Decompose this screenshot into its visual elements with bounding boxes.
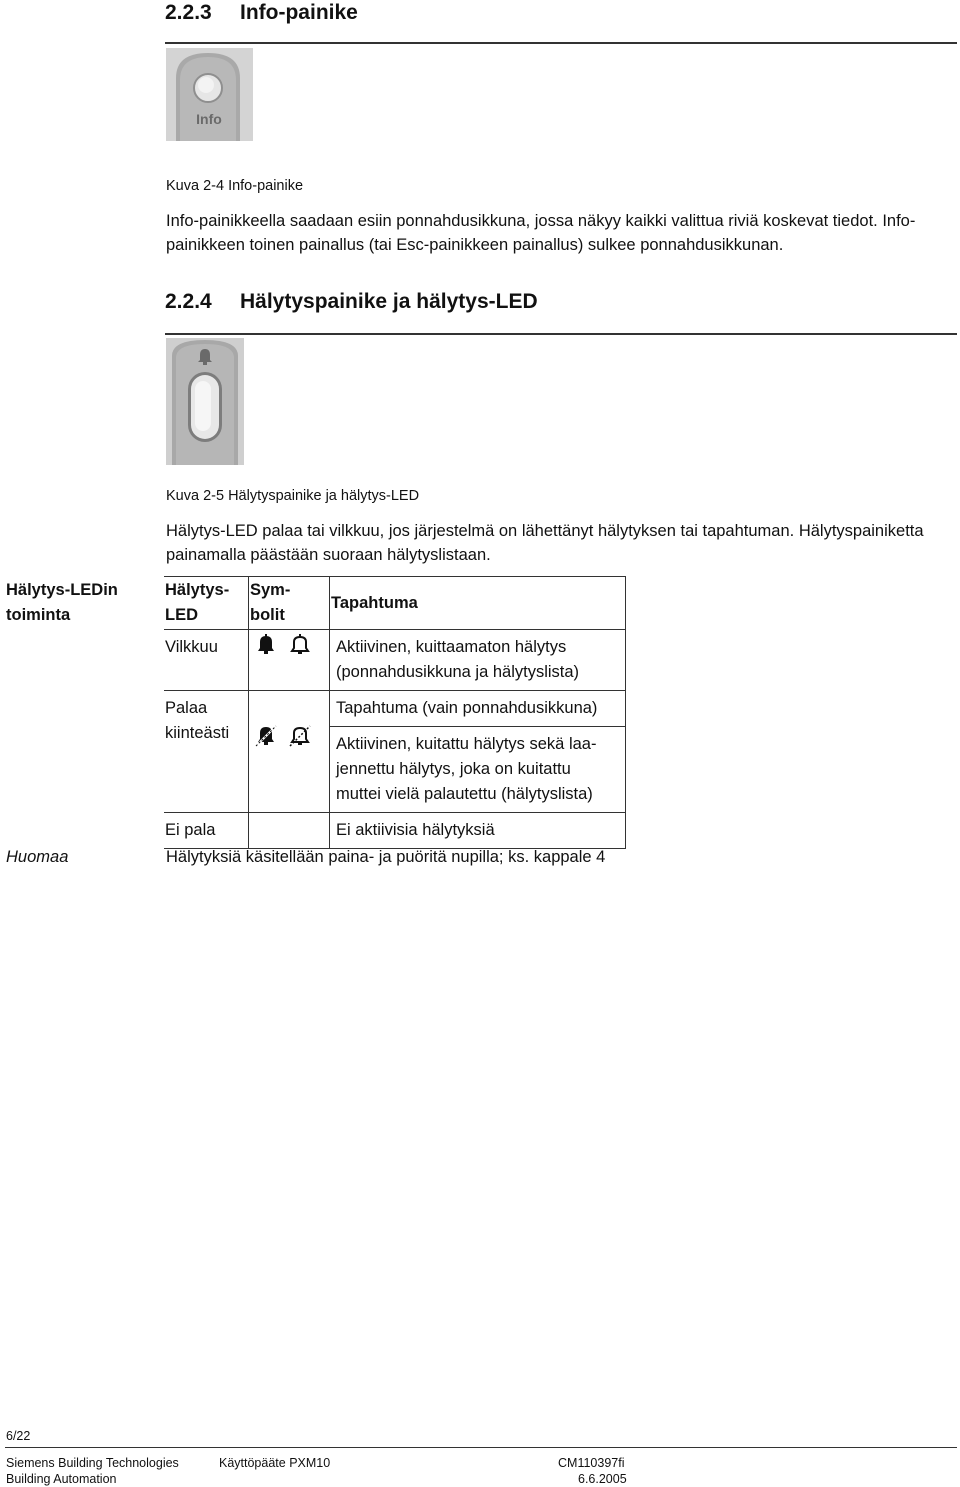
led-state-cell: Vilkkuu xyxy=(164,630,249,691)
event-text: (ponnahdusikkuna ja hälytyslista) xyxy=(336,663,580,681)
section-number: 2.2.3 xyxy=(165,1,212,24)
section-223-heading xyxy=(165,1,358,25)
paragraph-line: Hälytys-LED palaa tai vilkkuu, jos järjestelmä on lähettänyt hälytyksen tai tapahtuman. Hälytyspainiketta xyxy=(166,522,924,540)
heading-rule xyxy=(165,333,957,335)
alarm-button-image xyxy=(166,338,244,465)
table-header-row xyxy=(164,577,626,630)
event-text: jennettu hälytys, joka on kuitattu xyxy=(336,760,571,778)
header-text: LED xyxy=(165,606,198,624)
header-text: bolit xyxy=(250,606,285,624)
footer-date: 6.6.2005 xyxy=(578,1472,627,1486)
event-text: Aktiivinen, kuittaamaton hälytys xyxy=(336,638,567,656)
info-button-image xyxy=(166,48,253,141)
bell-outline-icon xyxy=(289,634,311,656)
footer-division: Building Automation xyxy=(6,1472,117,1486)
table-row xyxy=(164,691,626,813)
led-state-cell xyxy=(164,691,249,813)
info-paragraph xyxy=(166,209,956,257)
event-cell: Ei aktiivisia hälytyksiä xyxy=(330,813,626,849)
section-title: Hälytyspainike ja hälytys-LED xyxy=(240,290,538,313)
header-text: Sym- xyxy=(250,581,291,599)
section-224-heading xyxy=(165,290,538,314)
state-text: Palaa xyxy=(165,699,208,717)
table-row xyxy=(164,813,626,849)
symbols-cell xyxy=(249,691,330,813)
sidebar-label xyxy=(6,578,118,628)
heading-rule xyxy=(165,42,957,44)
header-event: Tapahtuma xyxy=(330,577,626,630)
info-label-text: Info xyxy=(196,111,222,127)
note-text: Hälytyksiä käsitellään paina- ja puöritä nupilla; ks. kappale 4 xyxy=(166,848,606,866)
paragraph-line: painamalla päästään suoraan hälytyslistaan. xyxy=(166,546,491,564)
figure-caption: Kuva 2-5 Hälytyspainike ja hälytys-LED xyxy=(166,488,420,504)
symbols-cell xyxy=(249,813,330,849)
bell-ack-outline-icon xyxy=(289,725,311,747)
sidebar-line: Hälytys-LEDin xyxy=(6,581,118,599)
event-text: Aktiivinen, kuitattu hälytys sekä laa- xyxy=(336,735,597,753)
header-symbols xyxy=(249,577,330,630)
bell-filled-icon xyxy=(255,634,277,656)
symbols-cell xyxy=(249,630,330,691)
sidebar-line: toiminta xyxy=(6,606,71,624)
info-button-photo xyxy=(166,48,253,141)
footer-product: Käyttöpääte PXM10 xyxy=(219,1456,331,1470)
header-text: Hälytys- xyxy=(165,581,230,599)
table-row xyxy=(164,630,626,691)
page-number: 6/22 xyxy=(6,1429,31,1443)
led-table xyxy=(164,576,626,849)
alarm-button-photo xyxy=(166,338,244,465)
event-cell xyxy=(330,630,626,691)
event-cell xyxy=(330,691,626,813)
footer-doc-id: CM110397fi xyxy=(558,1456,625,1470)
event-text: muttei vielä palautettu (hälytyslista) xyxy=(336,785,593,803)
event-subcell: Tapahtuma (vain ponnahdusikkuna) xyxy=(330,691,625,727)
led-state-cell: Ei pala xyxy=(164,813,249,849)
footer-company: Siemens Building Technologies xyxy=(6,1456,179,1470)
paragraph-line: painikkeen toinen painallus (tai Esc-painikkeen painallus) sulkee ponnahdusikkunan. xyxy=(166,236,784,254)
note-label: Huomaa xyxy=(6,848,69,866)
header-led xyxy=(164,577,249,630)
state-text: kiinteästi xyxy=(165,724,230,742)
bell-ack-filled-icon xyxy=(255,725,277,747)
section-number: 2.2.4 xyxy=(165,290,212,313)
footer-rule xyxy=(5,1447,957,1448)
paragraph-line: Info-painikkeella saadaan esiin ponnahdusikkuna, jossa näkyy kaikki valittua riviä koskevat tiedot. Info- xyxy=(166,212,916,230)
figure-caption: Kuva 2-4 Info-painike xyxy=(166,178,304,194)
event-subcell xyxy=(330,727,625,812)
section-title: Info-painike xyxy=(240,1,358,24)
alarm-paragraph xyxy=(166,519,956,567)
